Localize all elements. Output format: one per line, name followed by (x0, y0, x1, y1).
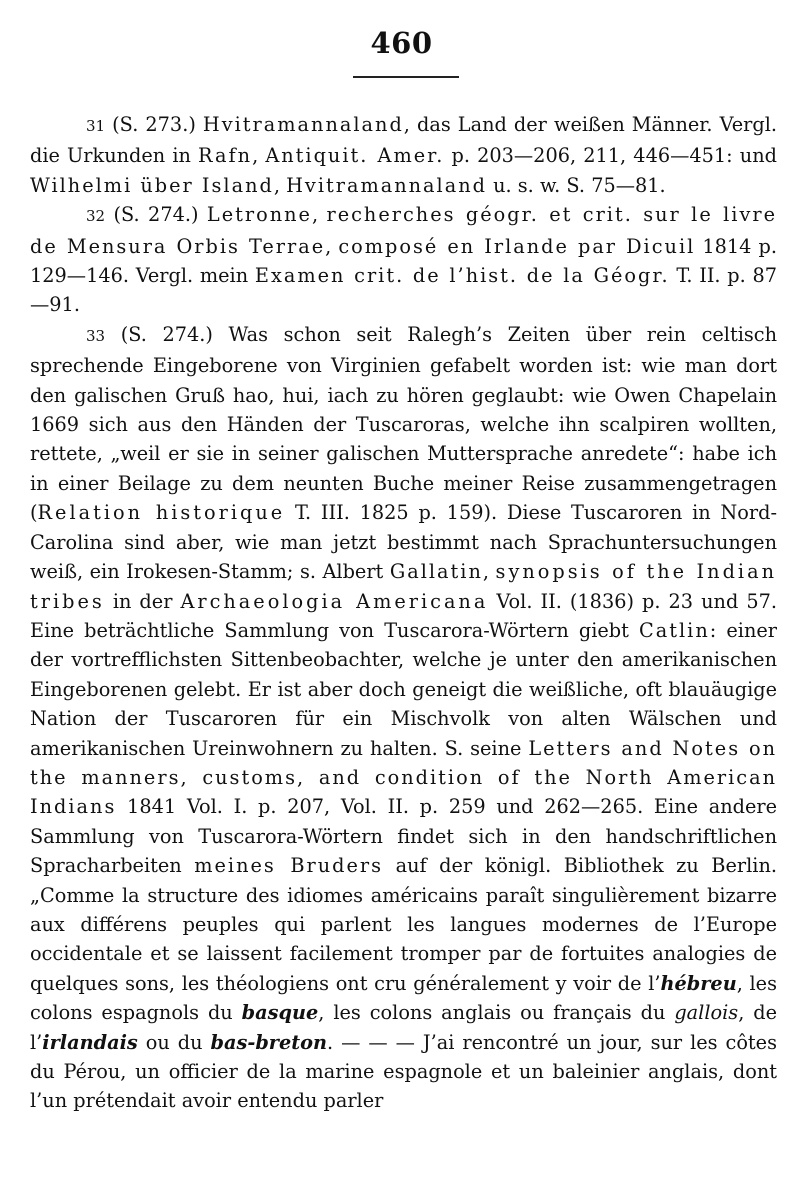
text-segment: gallois (674, 1001, 739, 1025)
footnote-text (30, 113, 777, 197)
text-segment: bas-breton (210, 1030, 328, 1054)
text-segment: , les colons espagnols du (30, 971, 777, 1025)
text-segment: (S. 273.) (105, 113, 203, 136)
text-segment: (S. 274.) (105, 203, 207, 227)
text-segment: meines Bruders (194, 854, 384, 878)
text-segment: . — — — J’ai rencontré un jour, sur les côtes du Pérou, un officier de la marine espagnole et un baleinier anglais, dont l’un prétendait avoir entendu parler (30, 1030, 777, 1113)
text-segment: Letronne (206, 203, 312, 227)
text-segment: T. II. p. 87—91. (30, 264, 777, 317)
footnote-text (30, 203, 777, 316)
text-segment: Hvitramannaland (202, 113, 404, 136)
text-segment: synopsis of the Indian tribes (30, 560, 778, 613)
text-segment: Antiquit. Amer. (265, 144, 445, 168)
footnote-number: 33 (86, 326, 106, 345)
text-segment: Hvitramannaland (286, 173, 487, 197)
footnote-33 (30, 320, 777, 1116)
text-segment: hébreu (660, 971, 737, 995)
text-segment: Catlin (639, 618, 710, 642)
page-number: 460 (370, 26, 433, 60)
text-segment: T. III. 1825 p. 159). Diese Tuscaroren in Nord-Carolina sind aber, wie man jetzt bestimmt nach Sprachuntersuchungen weiß, ein Irokesen-Stamm; s. Albert (30, 501, 777, 584)
text-segment: Rafn (198, 144, 253, 168)
text-segment: recherches géogr. et crit. sur le livre de Mensura Orbis Terrae (30, 203, 777, 258)
footnote-31 (30, 110, 777, 200)
text-segment: u. s. w. S. 75—81. (486, 173, 666, 197)
text-segment: , (273, 173, 287, 197)
footnote-number: 31 (86, 117, 106, 135)
text-segment: , (325, 234, 339, 258)
footnote-number: 32 (86, 207, 106, 226)
text-segment: , de l’ (30, 1001, 778, 1054)
text-segment: ou du (137, 1030, 211, 1054)
text-segment: Wilhelmi über Island (30, 173, 274, 197)
text-segment: Archaeologia Americana (180, 589, 489, 613)
text-segment: , das Land der weißen Männer. Vergl. die Urkunden in (30, 113, 777, 168)
text-segment: in der (104, 589, 181, 613)
text-segment: Relation historique (37, 501, 286, 525)
text-segment: Letters and Notes on the manners, customs, and condition of the North American Indians (30, 736, 777, 819)
text-segment: irlandais (42, 1030, 138, 1054)
text-segment: 1841 Vol. I. p. 207, Vol. II. p. 259 und 262—265. Eine andere Sammlung von Tuscarora-Wörtern findet sich in den handschriftlichen Spracharbeiten (30, 795, 777, 878)
text-segment: , les colons anglais ou français du (318, 1001, 675, 1025)
text-segment: auf der königl. Bibliothek zu Berlin. „Comme la structure des idiomes américains paraît singulièrement bizarre aux différens peuples qui parlent les langues modernes de l’Europe occidentale et se laissent facilement tromper par de fortuites analogies de quelques sons, les théologiens ont cru généralement y voir de l’ (30, 854, 777, 995)
footnotes-body (30, 110, 777, 1116)
text-segment: Examen crit. de l’hist. de la Géogr. (254, 264, 670, 288)
text-segment: , (482, 560, 496, 584)
footnote-32 (30, 200, 777, 320)
text-segment: : einer der vortrefflichsten Sittenbeobachter, welche je unter den amerikanischen Eingeborenen gelebt. Er ist aber doch geneigt die weißliche, oft blauäugige Nation der Tuscaroren für ein Mischvolk von alten Wälschen und amerikanischen Ureinwohnern zu halten. S. seine (30, 618, 777, 760)
text-segment: p. 203—206, 211, 446—451: und (444, 144, 777, 168)
text-segment: Gallatin (389, 560, 483, 584)
text-segment: , (252, 144, 266, 168)
footnote-text (30, 323, 777, 1113)
text-segment: composé en Irlande par Dicuil (338, 234, 696, 258)
text-segment: , (311, 203, 327, 227)
text-segment: 1814 p. 129—146. Vergl. mein (30, 234, 777, 288)
text-segment: basque (241, 1001, 319, 1025)
text-segment: Vol. II. (1836) p. 23 und 57. Eine beträchtliche Sammlung von Tuscarora-Wörtern giebt (30, 589, 777, 642)
text-segment: (S. 274.) Was schon seit Ralegh’s Zeiten über rein celtisch sprechende Eingeborene von Virginien gefabelt worden ist: wie man dort den galischen Gruß hao, hui, iach zu hören geglaubt: wie Owen Chapelain 1669 sich aus den Händen der Tuscaroras, welche ihn scalpiren wollten, rettete, „weil er sie in seiner galischen Muttersprache anredete“: habe ich in einer Beilage zu dem neunten Buche meiner Reise zusammengetragen ( (30, 322, 777, 525)
header-rule (353, 76, 459, 78)
